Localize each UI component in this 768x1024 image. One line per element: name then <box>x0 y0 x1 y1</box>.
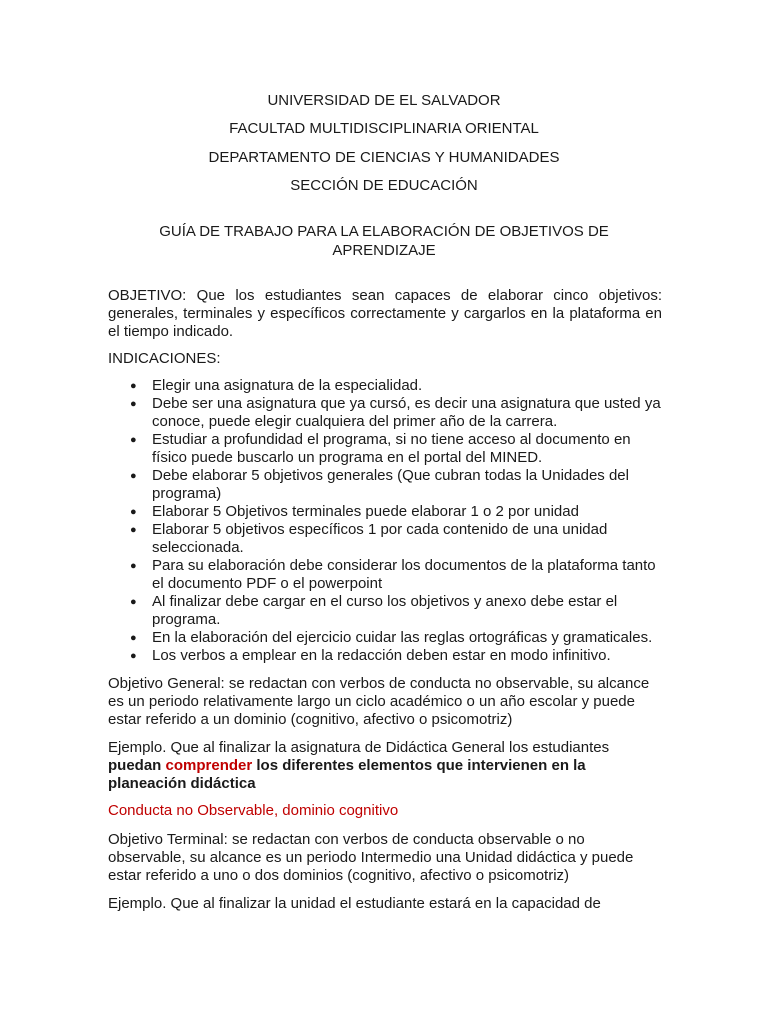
example-1-verb: comprender <box>165 757 253 774</box>
bullet-icon: ● <box>130 380 137 392</box>
document-title <box>120 222 648 260</box>
list-item: ● Los verbos a emplear en la redacción deben estar en modo infinitivo. <box>130 647 611 664</box>
list-item: ● En la elaboración del ejercicio cuidar las reglas ortográficas y gramaticales. <box>130 629 653 646</box>
university-name: UNIVERSIDAD DE EL SALVADOR <box>267 92 501 109</box>
terminal-objective-paragraph: Objetivo Terminal: se redactan con verbos de conducta observable o no observable, su alcance es un periodo Intermedio una Unidad didáctica y puede estar referido a uno o dos dominios (cognitivo, afectivo o psicomotriz) <box>108 831 634 884</box>
list-item: ● Al finalizar debe cargar en el curso los objetivos y anexo debe estar el programa. <box>130 593 618 628</box>
list-item: ● Para su elaboración debe considerar los documentos de la plataforma tanto el documento PDF o el powerpoint <box>130 557 656 592</box>
instructions-heading: INDICACIONES: <box>108 350 221 367</box>
example-1-bold-start: puedan <box>108 757 166 774</box>
objective-paragraph: OBJETIVO: Que los estudiantes sean capaces de elaborar cinco objetivos: generales, terminales y específicos correctamente y cargarlos en la plataforma en el tiempo indicado. <box>108 287 662 340</box>
bullet-icon: ● <box>130 596 137 608</box>
list-item: ● Elaborar 5 Objetivos terminales puede elaborar 1 o 2 por unidad <box>130 503 579 520</box>
instructions-list <box>108 377 662 665</box>
list-item: ● Elegir una asignatura de la especialidad. <box>130 377 423 394</box>
bullet-icon: ● <box>130 434 137 446</box>
title-line-2: APRENDIZAJE <box>332 242 436 259</box>
bullet-icon: ● <box>130 398 137 410</box>
list-item: ● Debe ser una asignatura que ya cursó, es decir una asignatura que usted ya conoce, puede elegir cualquiera del primer año de la carrera. <box>130 395 661 430</box>
department-name: DEPARTAMENTO DE CIENCIAS Y HUMANIDADES <box>208 149 560 166</box>
list-item: ● Elaborar 5 objetivos específicos 1 por cada contenido de una unidad seleccionada. <box>130 521 608 556</box>
bullet-icon: ● <box>130 560 137 572</box>
bullet-icon: ● <box>130 506 137 518</box>
bullet-icon: ● <box>130 632 137 644</box>
section-name: SECCIÓN DE EDUCACIÓN <box>290 177 478 194</box>
example-2-paragraph: Ejemplo. Que al finalizar la unidad el estudiante estará en la capacidad de <box>108 895 601 912</box>
general-objective-paragraph: Objetivo General: se redactan con verbos de conducta no observable, su alcance es un periodo relativamente largo un ciclo académico o un año escolar y puede estar referido a un dominio (cognitivo, afectivo o psicomotriz) <box>108 675 650 728</box>
bullet-icon: ● <box>130 470 137 482</box>
behavior-note: Conducta no Observable, dominio cognitivo <box>108 802 399 819</box>
example-1-bold-end: los diferentes elementos que intervienen en la planeación didáctica <box>108 757 586 792</box>
bullet-icon: ● <box>130 650 137 662</box>
list-item: ● Debe elaborar 5 objetivos generales (Que cubran todas la Unidades del programa) <box>130 467 629 502</box>
title-line-1: GUÍA DE TRABAJO PARA LA ELABORACIÓN DE OBJETIVOS DE <box>159 223 609 240</box>
bullet-icon: ● <box>130 524 137 536</box>
example-1-intro: Ejemplo. Que al finalizar la asignatura de Didáctica General los estudiantes <box>108 739 610 756</box>
faculty-name: FACULTAD MULTIDISCIPLINARIA ORIENTAL <box>229 120 539 137</box>
example-1-paragraph <box>108 739 662 793</box>
list-item: ● Estudiar a profundidad el programa, si no tiene acceso al documento en físico puede buscarlo un programa en el portal del MINED. <box>130 431 631 466</box>
